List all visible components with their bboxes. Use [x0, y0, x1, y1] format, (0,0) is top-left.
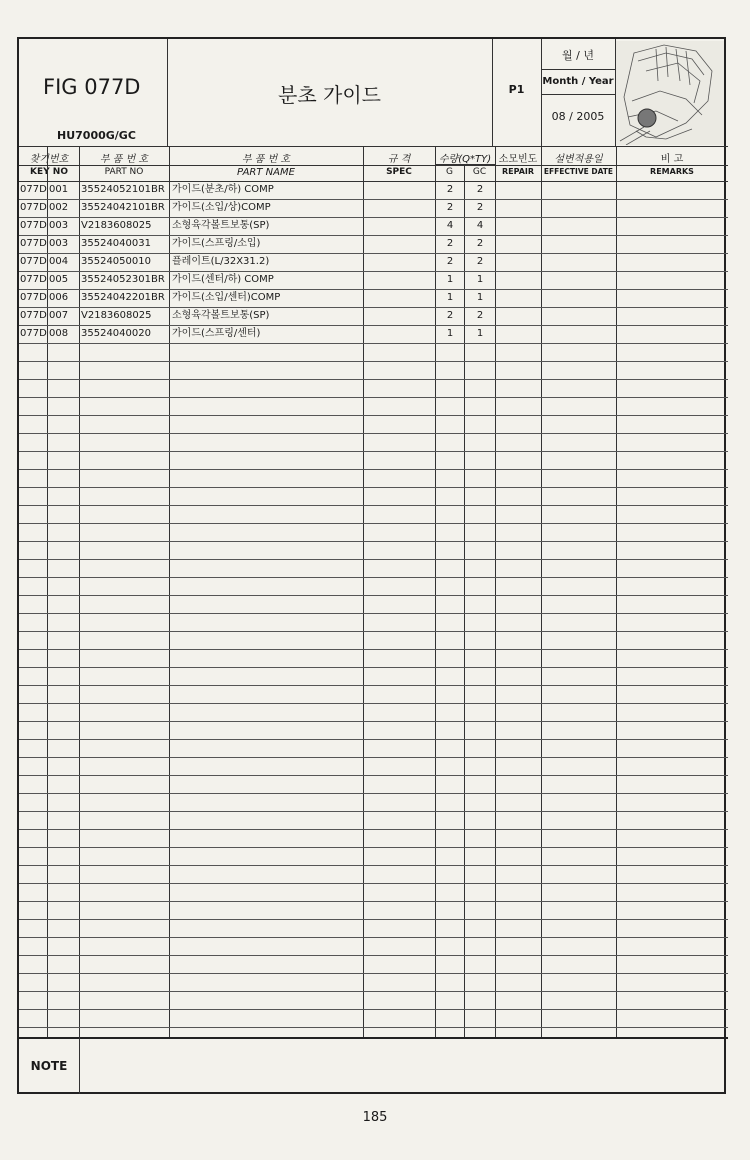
- row-qty-gc: 1: [476, 274, 484, 285]
- row-line: [19, 739, 728, 740]
- row-qty-g: 1: [446, 328, 454, 339]
- row-line: [19, 955, 728, 956]
- row-key: 005: [49, 274, 69, 285]
- row-line: [19, 667, 728, 668]
- row-line: [19, 775, 728, 776]
- row-key: 007: [49, 310, 69, 321]
- row-line: [19, 757, 728, 758]
- row-qty-gc: 1: [476, 328, 484, 339]
- col-key-en: KEY NO: [30, 167, 68, 177]
- col-qty-g: G: [446, 167, 453, 177]
- row-line: [19, 685, 728, 686]
- row-part-name: 가이드(스프링/센터): [172, 328, 261, 339]
- row-key: 008: [49, 328, 69, 339]
- row-line: [19, 379, 728, 380]
- col-key-ko: 찾기번호: [29, 154, 69, 165]
- row-line: [19, 649, 728, 650]
- fig-number: FIG 077D: [43, 75, 141, 99]
- row-line: [19, 613, 728, 614]
- table-row: [19, 181, 728, 199]
- row-line: [19, 595, 728, 596]
- row-key: 006: [49, 292, 69, 303]
- row-part-no: 35524042201BR: [81, 292, 165, 303]
- row-line: [19, 505, 728, 506]
- row-part-name: 가이드(스프링/소입): [172, 238, 261, 249]
- row-fig: 077D: [20, 256, 47, 267]
- row-part-no: V2183608025: [81, 310, 152, 321]
- row-qty-g: 1: [446, 292, 454, 303]
- note-col-line: [79, 1037, 80, 1094]
- row-qty-gc: 2: [476, 310, 484, 321]
- row-line: [19, 793, 728, 794]
- row-key: 001: [49, 184, 69, 195]
- row-qty-g: 2: [446, 256, 454, 267]
- row-line: [19, 1027, 728, 1028]
- table-row: [19, 271, 728, 289]
- col-remarks-ko: 비 고: [660, 154, 684, 165]
- page-number: 185: [362, 1110, 388, 1125]
- month-year-ko: 월 / 년: [562, 49, 594, 62]
- col-qty-gc: GC: [472, 167, 487, 177]
- month-year-en: Month / Year: [542, 76, 614, 87]
- page-title: 분초 가이드: [278, 83, 381, 107]
- row-part-name: 소형육각볼트보통(SP): [172, 220, 270, 231]
- row-line: [19, 541, 728, 542]
- row-part-name: 소형육각볼트보통(SP): [172, 310, 270, 321]
- col-partname-ko: 부 품 번 호: [241, 154, 291, 165]
- row-fig: 077D: [20, 274, 47, 285]
- row-line: [19, 937, 728, 938]
- row-line: [19, 433, 728, 434]
- column-header-divider: [19, 165, 728, 166]
- table-row: [19, 199, 728, 217]
- row-qty-g: 2: [446, 184, 454, 195]
- col-spec-en: SPEC: [386, 167, 412, 177]
- row-line: [19, 811, 728, 812]
- row-part-no: 35524040020: [81, 328, 151, 339]
- row-part-name: 가이드(소입/센터)COMP: [172, 292, 281, 303]
- col-qty-ko: 수량(Q*TY): [438, 154, 492, 165]
- row-qty-g: 2: [446, 310, 454, 321]
- row-qty-g: 2: [446, 202, 454, 213]
- col-partname-en: PART NAME: [237, 167, 295, 178]
- row-part-no: 35524050010: [81, 256, 151, 267]
- col-remarks-en: REMARKS: [650, 167, 694, 176]
- row-line: [19, 487, 728, 488]
- row-key: 004: [49, 256, 69, 267]
- parts-list-sheet: [17, 37, 726, 1094]
- row-fig: 077D: [20, 292, 47, 303]
- row-line: [19, 361, 728, 362]
- table-row: [19, 289, 728, 307]
- note-divider: [19, 1037, 728, 1039]
- row-qty-gc: 4: [476, 220, 484, 231]
- row-qty-g: 2: [446, 238, 454, 249]
- col-eff-ko: 설변적용일: [554, 154, 603, 165]
- header-divider: [19, 146, 728, 147]
- row-qty-gc: 2: [476, 184, 484, 195]
- row-qty-gc: 2: [476, 256, 484, 267]
- row-part-name: 가이드(분초/하) COMP: [172, 184, 274, 195]
- header-row-line: [541, 94, 615, 95]
- row-fig: 077D: [20, 220, 47, 231]
- row-key: 003: [49, 238, 69, 249]
- col-partno-en: PART NO: [104, 167, 144, 177]
- row-qty-g: 4: [446, 220, 454, 231]
- row-line: [19, 883, 728, 884]
- machine-thumbnail-image: [616, 41, 724, 145]
- table-row: [19, 325, 728, 343]
- row-line: [19, 847, 728, 848]
- table-row: [19, 217, 728, 235]
- row-line: [19, 397, 728, 398]
- table-row: [19, 307, 728, 325]
- col-repair-ko: 소모빈도: [498, 154, 538, 165]
- header-row-line: [541, 69, 615, 70]
- row-qty-g: 1: [446, 274, 454, 285]
- row-part-name: 가이드(소입/상)COMP: [172, 202, 271, 213]
- row-key: 003: [49, 220, 69, 231]
- row-part-no: V2183608025: [81, 220, 152, 231]
- table-row: [19, 235, 728, 253]
- row-line: [19, 973, 728, 974]
- row-part-no: 35524042101BR: [81, 202, 165, 213]
- page-label: P1: [508, 83, 525, 96]
- row-fig: 077D: [20, 328, 47, 339]
- row-line: [19, 703, 728, 704]
- row-line: [19, 343, 728, 344]
- row-line: [19, 991, 728, 992]
- row-fig: 077D: [20, 202, 47, 213]
- col-repair-en: REPAIR: [501, 167, 535, 176]
- col-spec-ko: 규 격: [387, 154, 411, 165]
- row-line: [19, 919, 728, 920]
- row-qty-gc: 1: [476, 292, 484, 303]
- row-line: [19, 1009, 728, 1010]
- col-partno-ko: 부 품 번 호: [99, 154, 149, 165]
- row-line: [19, 829, 728, 830]
- model-code: HU7000G/GC: [57, 129, 136, 142]
- row-line: [19, 631, 728, 632]
- row-line: [19, 721, 728, 722]
- row-line: [19, 451, 728, 452]
- row-qty-gc: 2: [476, 202, 484, 213]
- row-part-no: 35524052301BR: [81, 274, 165, 285]
- row-part-name: 가이드(센터/하) COMP: [172, 274, 274, 285]
- row-fig: 077D: [20, 184, 47, 195]
- col-eff-en: EFFECTIVE DATE: [543, 167, 614, 176]
- row-part-name: 플레이트(L/32X31.2): [172, 256, 270, 267]
- table-row: [19, 253, 728, 271]
- row-line: [19, 523, 728, 524]
- issue-date: 08 / 2005: [551, 110, 605, 123]
- row-line: [19, 865, 728, 866]
- row-line: [19, 577, 728, 578]
- row-key: 002: [49, 202, 69, 213]
- row-qty-gc: 2: [476, 238, 484, 249]
- row-part-no: 35524040031: [81, 238, 151, 249]
- row-line: [19, 559, 728, 560]
- note-label: NOTE: [30, 1059, 68, 1073]
- row-line: [19, 901, 728, 902]
- row-fig: 077D: [20, 310, 47, 321]
- row-fig: 077D: [20, 238, 47, 249]
- row-line: [19, 415, 728, 416]
- row-part-no: 35524052101BR: [81, 184, 165, 195]
- row-line: [19, 469, 728, 470]
